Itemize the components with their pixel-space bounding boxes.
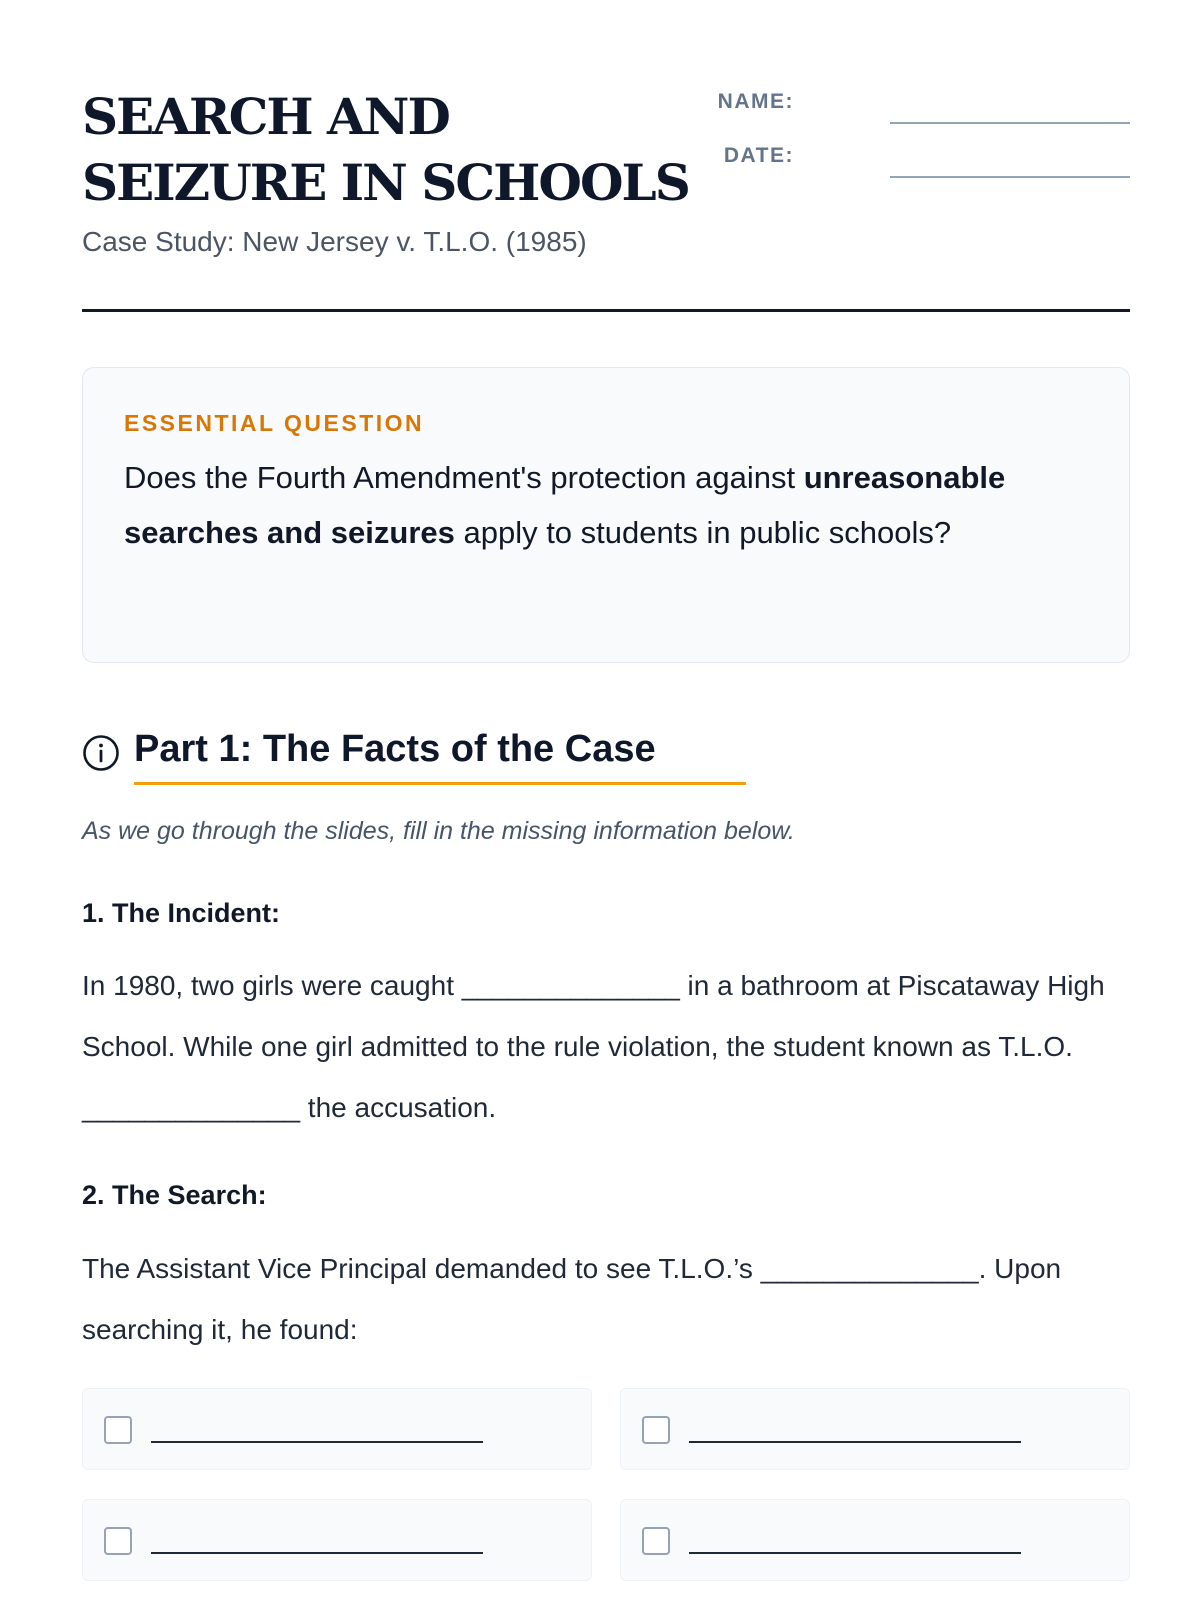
- search-seg-1: The Assistant Vice Principal demanded to see T.L.O.’s: [82, 1253, 761, 1284]
- eq-text-end: apply to students in public schools?: [454, 515, 952, 550]
- eq-text-start: Does the Fourth Amendment's protection against: [124, 460, 804, 495]
- incident-text: [82, 955, 1130, 1138]
- eq-text-bold: unreasonable searches and seizures: [124, 460, 1006, 550]
- checkbox[interactable]: [104, 1527, 132, 1555]
- found-item-3[interactable]: [82, 1499, 592, 1581]
- header-divider: [82, 309, 1130, 312]
- part1-title-underline: [134, 782, 746, 785]
- checkbox[interactable]: [104, 1416, 132, 1444]
- search-heading: 2. The Search:: [82, 1180, 267, 1210]
- incident-blank-2[interactable]: ______________: [82, 1092, 301, 1123]
- search-blank-1[interactable]: ______________: [760, 1253, 979, 1284]
- search-text: [82, 1238, 1130, 1360]
- found-item-blank[interactable]: [689, 1552, 1021, 1554]
- incident-heading: 1. The Incident:: [82, 898, 281, 928]
- part1-title: Part 1: The Facts of the Case: [134, 728, 656, 770]
- name-field[interactable]: [710, 84, 1130, 124]
- found-item-blank[interactable]: [689, 1441, 1021, 1443]
- info-icon: [82, 734, 120, 772]
- name-line[interactable]: [890, 122, 1130, 124]
- checkbox[interactable]: [642, 1416, 670, 1444]
- title-line-1: SEARCH AND: [82, 87, 449, 146]
- incident-seg-2: in a bathroom at Piscataway High School. While one girl admitted to the rule violation, the student known as T.L.O.: [82, 970, 1105, 1062]
- search-seg-2: . Upon searching it, he found:: [82, 1253, 1062, 1345]
- part1-heading: [82, 728, 762, 788]
- checkbox[interactable]: [642, 1527, 670, 1555]
- page-title: [82, 84, 722, 216]
- page-subtitle: Case Study: New Jersey v. T.L.O. (1985): [82, 226, 587, 257]
- found-item-blank[interactable]: [151, 1441, 483, 1443]
- incident-blank-1[interactable]: ______________: [461, 970, 680, 1001]
- found-item-1[interactable]: [82, 1388, 592, 1470]
- incident-seg-3: the accusation.: [300, 1092, 497, 1123]
- essential-question-card: [82, 367, 1130, 663]
- essential-question-label: ESSENTIAL QUESTION: [124, 410, 425, 436]
- date-label: DATE:: [723, 144, 794, 167]
- found-item-4[interactable]: [620, 1499, 1130, 1581]
- incident-seg-1: In 1980, two girls were caught: [82, 970, 462, 1001]
- name-label: NAME:: [717, 90, 794, 113]
- date-line[interactable]: [890, 176, 1130, 178]
- found-item-blank[interactable]: [151, 1552, 483, 1554]
- part1-instructions: As we go through the slides, fill in the missing information below.: [82, 817, 795, 845]
- found-item-2[interactable]: [620, 1388, 1130, 1470]
- date-field[interactable]: [710, 138, 1130, 178]
- title-line-2: SEIZURE IN SCHOOLS: [82, 153, 689, 212]
- worksheet-page: [82, 0, 1130, 1600]
- essential-question-text: [124, 450, 1084, 560]
